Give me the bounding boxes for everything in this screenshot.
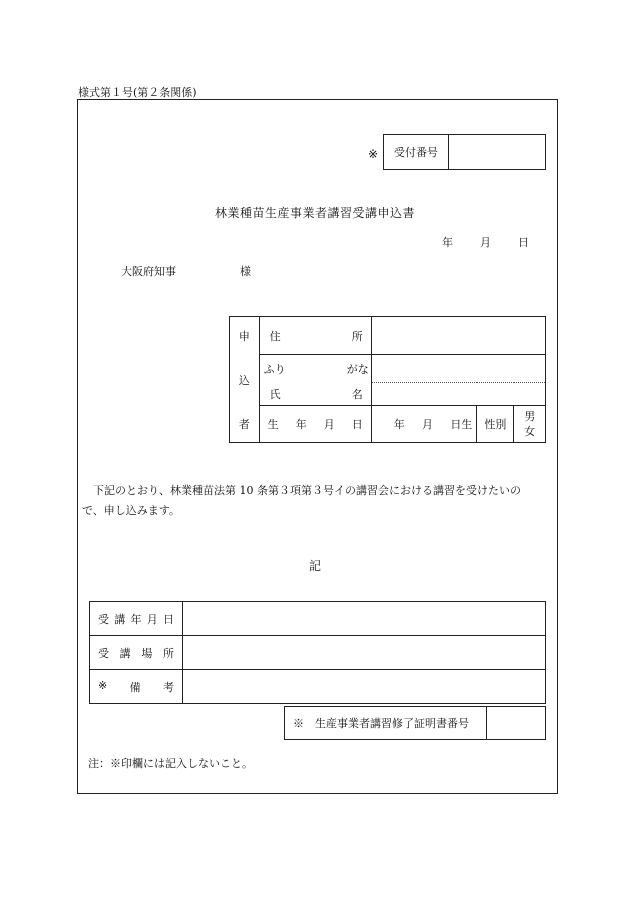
- lecture-date-field[interactable]: [183, 602, 546, 636]
- name-label: 氏 名: [259, 383, 371, 406]
- certificate-number-label: ※ 生産事業者講習修了証明書番号: [285, 707, 487, 739]
- addressee: 大阪府知事: [121, 265, 176, 278]
- sex-label: 性別: [477, 406, 514, 443]
- certificate-number-field[interactable]: [487, 707, 545, 739]
- lecture-table: [89, 601, 546, 704]
- birth-date-field[interactable]: 年 月 日生: [371, 406, 477, 443]
- ki-heading: 記: [308, 559, 321, 573]
- reception-number-label: 受付番号: [384, 135, 449, 169]
- address-field[interactable]: [371, 317, 545, 355]
- date-year[interactable]: 年: [442, 236, 453, 249]
- lecture-place-field[interactable]: [183, 636, 546, 670]
- sex-options[interactable]: [514, 406, 546, 443]
- certificate-number-box: [284, 706, 546, 740]
- date-day[interactable]: 日: [518, 236, 529, 249]
- remarks-field[interactable]: [183, 670, 546, 704]
- furigana-field[interactable]: [371, 355, 545, 383]
- document-title: 林業種苗生産事業者講習受講申込書: [214, 206, 415, 220]
- form-number: 様式第１号(第２条関係): [78, 86, 197, 99]
- address-label: 住 所: [259, 317, 371, 355]
- applicant-side-char-1: 申: [230, 317, 260, 355]
- body-text-line-1: 下記のとおり、林業種苗法第 10 条第３項第３号イの講習会における講習を受けたいの: [93, 484, 521, 497]
- birth-label: 生 年 月 日: [259, 406, 371, 443]
- furigana-label: ふり がな: [259, 355, 371, 383]
- reception-number-box: [383, 134, 546, 170]
- lecture-place-label: 受 講 場 所: [90, 636, 183, 670]
- body-text-line-2: で、申し込みます。: [82, 504, 180, 517]
- sex-option-female[interactable]: 女: [524, 425, 536, 438]
- application-date: [442, 234, 529, 250]
- lecture-date-label: 受 講 年 月 日: [90, 602, 183, 636]
- reception-number-field[interactable]: [449, 135, 545, 169]
- date-month[interactable]: 月: [480, 236, 491, 249]
- footnote: 注：※印欄には記入しないこと。: [88, 757, 253, 770]
- reception-mark: ※: [368, 147, 379, 161]
- honorific: 様: [240, 265, 251, 278]
- remarks-label: ※ 備 考: [90, 670, 183, 704]
- applicant-table: [229, 316, 546, 443]
- applicant-side-char-3: 者: [230, 406, 260, 443]
- name-field[interactable]: [371, 383, 545, 406]
- applicant-side-char-2: 込: [230, 355, 260, 406]
- sex-option-male[interactable]: 男: [524, 410, 536, 423]
